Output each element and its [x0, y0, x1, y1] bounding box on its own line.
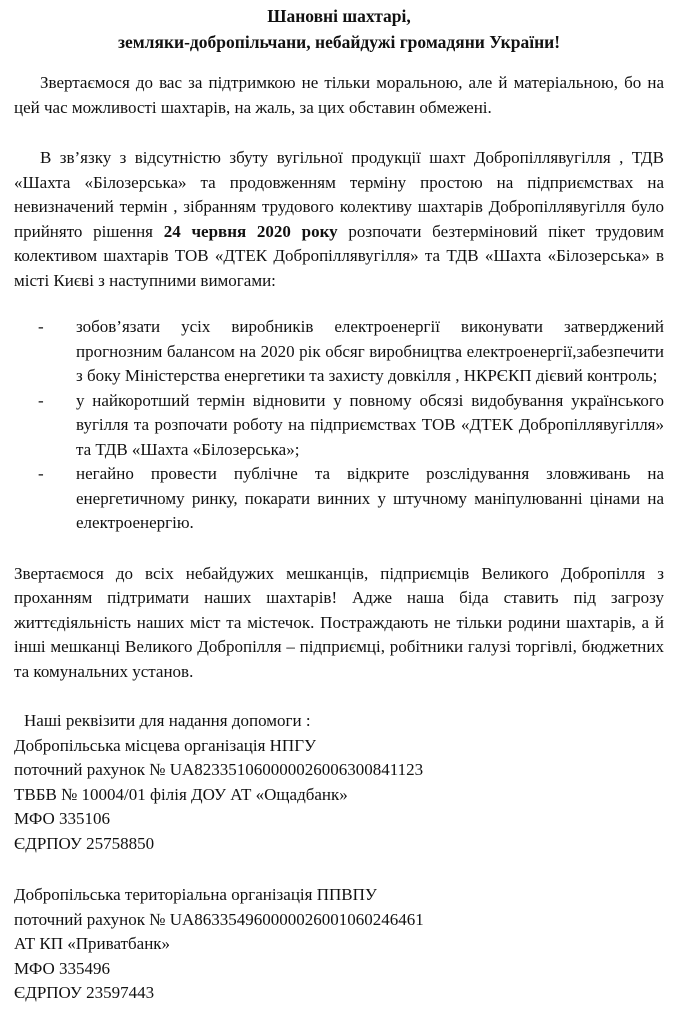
- requirement-item: [14, 462, 664, 536]
- list-bullet: -: [38, 317, 44, 336]
- requirement-text: негайно провести публічне та відкрите розслідування зловживань на енергетичному ринку, покарати винних у штучному маніпулюванні цінами на електроенергію.: [76, 464, 664, 532]
- requirement-text: у найкоротший термін відновити у повному обсязі видобування українського вугілля та розпочати роботу на підприємствах ТОВ «ДТЕК Добропіллявугілля» та ТДВ «Шахта «Білозерська»;: [76, 390, 664, 459]
- paragraph-residents-appeal: Звертаємося до всіх небайдужих мешканців, підприємців Великого Добропілля з проханням підтримати наших шахтарів! Адже наша біда ставить під загрозу життєдіяльність наших міст та містечок. Постраждають не тільки родини шахтарів, а й інші мешканці Великого Добропілля – підприємці, робітники галузі торгівлі, бюджетних та комунальних установ.: [14, 563, 664, 681]
- requirements-list: [14, 315, 664, 536]
- organization-name: Добропільська місцева організація НПГУ: [14, 735, 317, 755]
- list-bullet: -: [38, 464, 44, 483]
- organization-ppvpu: [14, 883, 664, 1006]
- requirement-item: [14, 315, 664, 389]
- paragraph-picket-before: В зв’язку з відсутністю збуту вугільної продукції шахт Добропіллявугілля , ТДВ «Шахта «Білозерська» та продовженням терміну простою на підприємствах на невизначений термін , зібранням трудового колективу шахтарів Добропіллявугілля було прийнято рішення: [14, 148, 664, 241]
- requirement-item: [14, 389, 664, 463]
- organization-name: Добропільська територіальна організація ППВПУ: [14, 885, 377, 904]
- edrpou-code: ЄДРПОУ 25758850: [14, 833, 155, 853]
- bank-branch: ТВБВ № 10004/01 філія ДОУ АТ «Ощадбанк»: [14, 784, 348, 804]
- mfo-code: МФО 335106: [14, 809, 111, 828]
- organization-npgu: [14, 734, 664, 857]
- picket-date: 24 червня 2020 року: [163, 221, 338, 241]
- list-bullet: -: [38, 390, 44, 410]
- title-line-2: земляки-добропільчани, небайдужі громадяни України!: [117, 32, 561, 52]
- paragraph-picket-after: розпочати безтерміновий пікет трудовим колективом шахтарів ТОВ «ДТЕК Добропіллявугілля» та ТДВ «Шахта «Білозерська» в місті Києві з наступними вимогами:: [14, 221, 664, 290]
- edrpou-code: ЄДРПОУ 23597443: [14, 983, 155, 1002]
- title-line-1: Шановні шахтарі,: [267, 6, 411, 26]
- requisites-title: Наші реквізити для надання допомоги :: [24, 711, 311, 730]
- paragraph-picket-decision: [14, 146, 664, 293]
- mfo-code: МФО 335496: [14, 958, 111, 978]
- bank-account: поточний рахунок № UA823351060000026006300841123: [14, 760, 424, 779]
- letter-title: [14, 3, 664, 55]
- paragraph-support-appeal: Звертаємося до вас за підтримкою не тільки моральною, але й матеріальною, бо на цей час можливості шахтарів, на жаль, за цих обставин обмежені.: [14, 73, 664, 117]
- bank-branch: АТ КП «Приватбанк»: [14, 934, 171, 953]
- requirement-text: зобов’язати усіх виробників електроенергії виконувати затверджений прогнозним балансом на 2020 рік обсяг виробництва електроенергії,забезпечити з боку Міністерства енергетики та захисту довкілля , НКРЄКП дієвий контроль;: [76, 317, 664, 385]
- bank-account: поточний рахунок № UA863354960000026001060246461: [14, 909, 424, 929]
